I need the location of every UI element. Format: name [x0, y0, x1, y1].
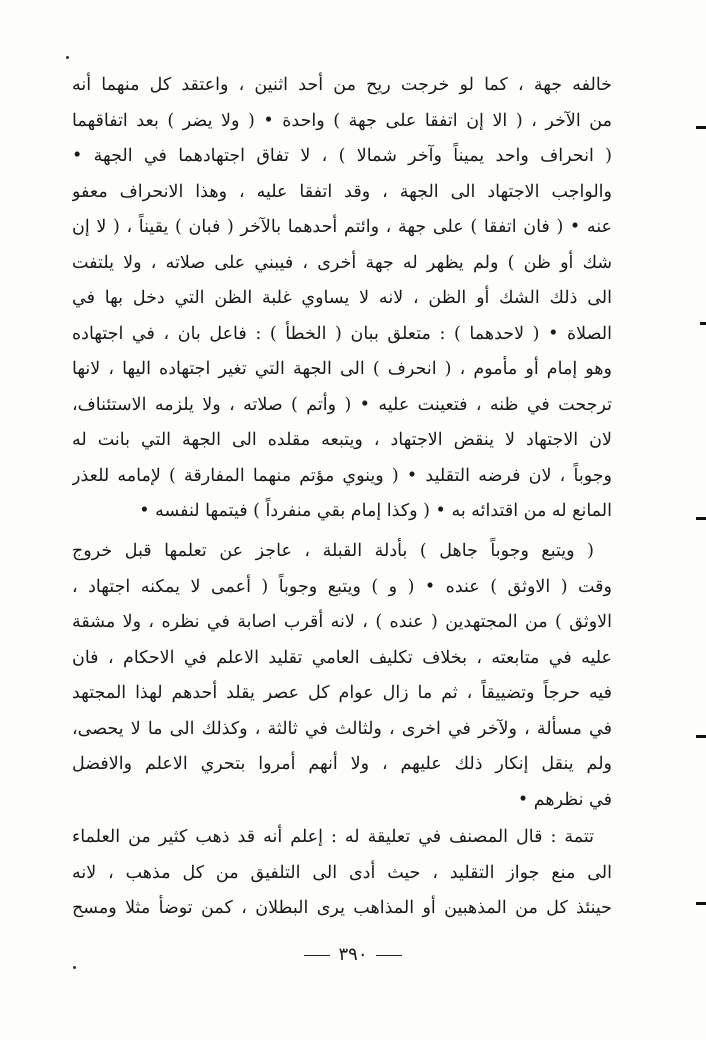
margin-mark — [700, 322, 706, 325]
margin-mark — [696, 126, 706, 129]
text-line: ترجحت في ظنه ، فتعينت عليه • ( وأتم ) صلاته ، ولا يلزمه الاستئناف، — [72, 394, 612, 415]
speck-top — [66, 56, 69, 59]
text-line: الى ذلك الشك أو الظن ، لانه لا يساوي غلبة الظن التي دخل بها في — [72, 288, 612, 308]
text-line: عنه • ( فان اتفقا ) على جهة ، وائتم أحدهما بالآخر ( فبان ) يقيناً ، ( لا إن — [72, 217, 612, 237]
paragraph-3 — [72, 820, 612, 927]
page-number-value: ٣٩٠ — [338, 944, 368, 965]
text-line: شك أو ظن ) ولم يظهر له جهة أخرى ، فيبني على صلاته ، ولا يلتفت — [72, 252, 612, 273]
text-line: وجوباً ، لان فرضه التقليد • ( وينوي مؤتم منهما المفارقة ) لإمامه للعذر — [72, 465, 612, 486]
text-line: من الآخر ، ( الا إن اتفقا على جهة ) واحدة • ( ولا يضر ) بعد اتفاقهما — [72, 110, 612, 131]
text-line: الى منع جواز التقليد ، حيث أدى الى التلفيق من كل مذهب ، لانه — [72, 862, 612, 883]
text-line: الاوثق ) من المجتهدين ( عنده ) ، لانه أقرب اصابة في نظره ، ولا مشقة — [72, 612, 612, 632]
text-line: ( ويتبع وجوباً جاهل ) بأدلة القبلة ، عاجز عن تعلمها قبل خروج — [72, 541, 594, 561]
text-line: عليه في متابعته ، بخلاف تكليف العامي تقليد الاعلم في الاحكام ، فان — [72, 647, 612, 668]
text-line: ( انحراف واحد يميناً وآخر شمالا ) ، لا تفاق اجتهادهما في الجهة • — [72, 146, 612, 166]
text-line: ولم ينقل إنكار ذلك عليهم ، ولا أنهم أمروا بتحري الاعلم والافضل — [72, 754, 612, 774]
paragraph-1 — [72, 68, 612, 530]
text-line: المانع له من اقتدائه به • ( وكذا إمام بقي منفرداً ) فيتمها لنفسه • — [139, 501, 612, 521]
text-line: لان الاجتهاد لا ينقض الاجتهاد ، ويتبعه مقلده الى الجهة التي بانت له — [72, 430, 612, 450]
page-number — [0, 940, 706, 970]
text-line: وهو إمام أو مأموم ، ( انحرف ) الى الجهة التي تغير اجتهاده اليها ، لانها — [72, 359, 612, 379]
margin-mark — [696, 902, 706, 905]
dash-left — [376, 955, 402, 956]
margin-mark — [696, 735, 706, 738]
text-line: والواجب الاجتهاد الى الجهة ، وقد اتفقا عليه ، وهذا الانحراف معفو — [72, 181, 612, 202]
margin-mark — [696, 517, 706, 520]
text-line: في مسألة ، ولآخر في اخرى ، ولثالث في ثالثة ، وكذلك الى ما لا يحصى، — [72, 718, 612, 739]
text-line: في نظرهم • — [517, 789, 612, 810]
paragraph-2 — [72, 534, 612, 818]
text-line: تتمة : قال المصنف في تعليقة له : إعلم أنه قد ذهب كثير من العلماء — [72, 827, 594, 847]
text-line: خالفه جهة ، كما لو خرجت ريح من أحد اثنين ، واعتقد كل منهما أنه — [72, 75, 612, 95]
text-line: الصلاة • ( لاحدهما ) : متعلق ببان ( الخطأ ) : فاعل بان ، في اجتهاده — [72, 323, 612, 344]
dash-right — [304, 955, 330, 956]
text-line: فيه حرجاً وتضييقاً ، ثم ما زال عوام كل عصر يقلد أحدهم لهذا المجتهد — [72, 683, 612, 703]
text-line: حينئذ كل من المذهبين أو المذاهب يرى البطلان ، كمن توضأ مثلا ومسح — [72, 898, 612, 918]
text-line: وقت ( الاوثق ) عنده • ( و ) ويتبع وجوباً ( أعمى لا يمكنه اجتهاد ، — [72, 576, 612, 597]
